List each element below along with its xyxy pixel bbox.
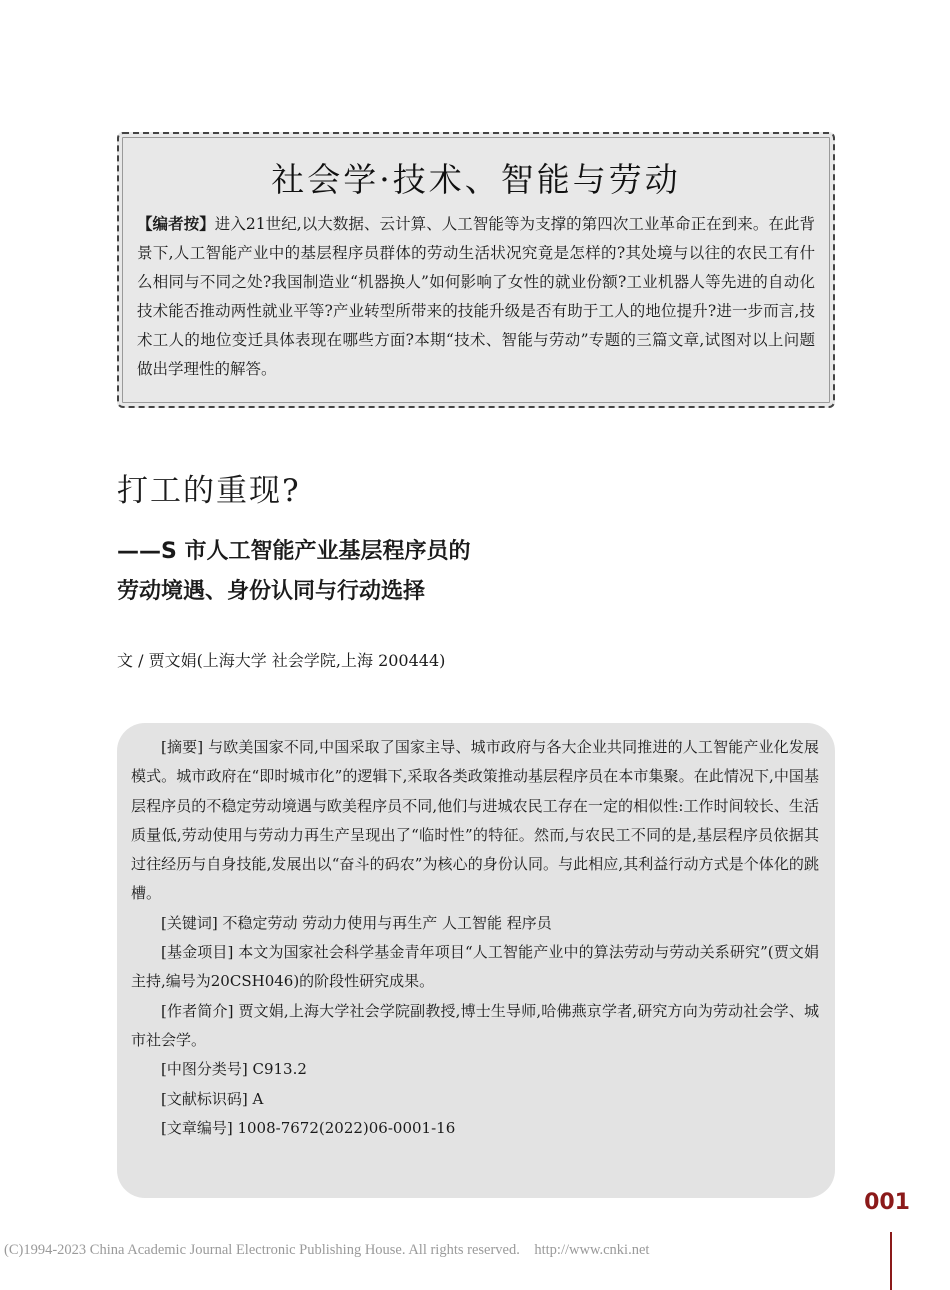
copyright-footer: (C)1994-2023 China Academic Journal Electronic Publishing House. All rights reserved. http://www.cnki.net: [4, 1242, 650, 1258]
subtitle-line-2: 劳动境遇、身份认同与行动选择: [117, 579, 426, 604]
subtitle-line-1: ——S 市人工智能产业基层程序员的: [117, 539, 471, 564]
abstract-doc-code: [文献标识码] A: [161, 1089, 264, 1108]
editor-note: [137, 209, 815, 384]
page-number-rule: [890, 1232, 892, 1290]
abstract-fund: [基金项目] 本文为国家社会科学基金青年项目“人工智能产业中的算法劳动与劳动关系研究”(贾文娟主持,编号为20CSH046)的阶段性研究成果。: [131, 943, 819, 991]
article-title: 打工的重现?: [117, 473, 301, 509]
author-line: 文 / 贾文娟(上海大学 社会学院,上海 200444): [117, 651, 446, 670]
editor-note-label: 【编者按】: [137, 214, 215, 233]
page-number: 001: [864, 1190, 910, 1215]
abstract-box: [117, 723, 835, 1198]
article-subtitle: [117, 532, 817, 612]
abstract-summary: [摘要] 与欧美国家不同,中国采取了国家主导、城市政府与各大企业共同推进的人工智能产业化发展模式。城市政府在“即时城市化”的逻辑下,采取各类政策推动基层程序员在本市集聚。在此情况下,中国基层程序员的不稳定劳动境遇与欧美程序员不同,他们与进城农民工存在一定的相似性:工作时间较长、生活质量低,劳动使用与劳动力再生产呈现出了“临时性”的特征。然而,与农民工不同的是,基层程序员依据其过往经历与自身技能,发展出以“奋斗的码农”为核心的身份认同。与此相应,其利益行动方式是个体化的跳槽。: [131, 738, 819, 903]
column-title: 社会学·技术、智能与劳动: [271, 160, 681, 199]
editor-note-box: [117, 132, 835, 408]
abstract-author-intro: [作者简介] 贾文娟,上海大学社会学院副教授,博士生导师,哈佛燕京学者,研究方向为劳动社会学、城市社会学。: [131, 1001, 819, 1049]
abstract-clc: [中图分类号] C913.2: [161, 1060, 307, 1079]
editor-note-text: 进入21世纪,以大数据、云计算、人工智能等为支撑的第四次工业革命正在到来。在此背景下,人工智能产业中的基层程序员群体的劳动生活状况究竟是怎样的?其处境与以往的农民工有什么相同与不同之处?我国制造业“机器换人”如何影响了女性的就业份额?工业机器人等先进的自动化技术能否推动两性就业平等?产业转型所带来的技能升级是否有助于工人的地位提升?进一步而言,技术工人的地位变迁具体表现在哪些方面?本期“技术、智能与劳动”专题的三篇文章,试图对以上问题做出学理性的解答。: [137, 215, 815, 378]
abstract-article-no: [文章编号] 1008-7672(2022)06-0001-16: [161, 1118, 456, 1137]
abstract-keywords: [关键词] 不稳定劳动 劳动力使用与再生产 人工智能 程序员: [161, 913, 552, 932]
